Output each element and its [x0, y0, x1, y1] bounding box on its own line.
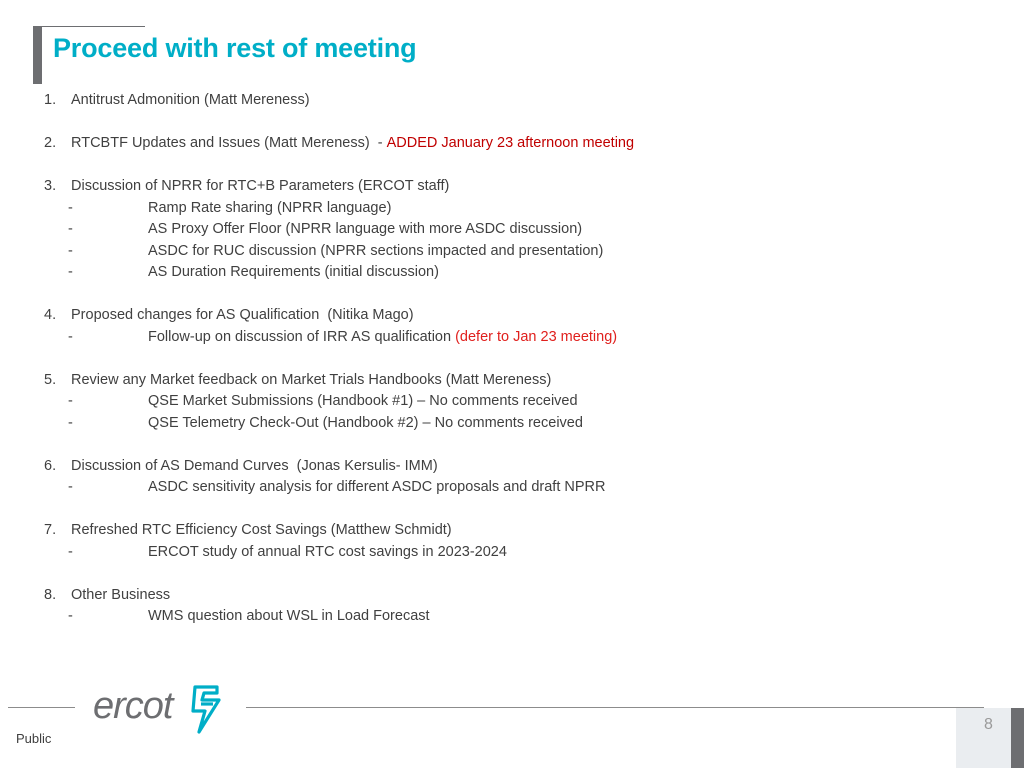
- agenda-item-4: [44, 305, 984, 327]
- agenda-number: 8.: [44, 586, 57, 603]
- sub-text: AS Duration Requirements (initial discussion): [148, 264, 439, 280]
- agenda-item-8: [44, 585, 984, 607]
- sub-dash: -: [68, 199, 73, 216]
- title-accent-bar: [33, 26, 42, 84]
- footer-divider-left: [8, 707, 75, 708]
- agenda-item-6: [44, 456, 984, 478]
- sub-item: [44, 327, 984, 349]
- sub-item: [44, 413, 984, 435]
- sub-text: WMS question about WSL in Load Forecast: [148, 608, 430, 624]
- agenda-item-3: [44, 176, 984, 198]
- agenda-text: Other Business: [71, 586, 171, 603]
- sub-text: AS Proxy Offer Floor (NPRR language with more ASDC discussion): [148, 221, 583, 237]
- agenda-item-1: [44, 90, 984, 112]
- agenda-number: 1.: [44, 92, 57, 108]
- sub-item: [44, 606, 984, 628]
- classification-label: Public: [16, 731, 52, 746]
- sub-dash: -: [68, 221, 73, 237]
- sub-item: [44, 241, 984, 263]
- sub-text: ASDC for RUC discussion (NPRR sections impacted and presentation): [148, 242, 604, 259]
- agenda-number: 2.: [44, 135, 57, 151]
- sub-dash: -: [68, 414, 73, 431]
- agenda-text: Discussion of AS Demand Curves (Jonas Kersulis- IMM): [71, 457, 438, 474]
- agenda-item-2: [44, 133, 984, 155]
- sub-dash: -: [68, 328, 73, 345]
- sub-dash: -: [68, 479, 73, 495]
- ercot-logo: [93, 684, 228, 734]
- sub-item: [44, 219, 984, 241]
- agenda-text: Discussion of NPRR for RTC+B Parameters (ERCOT staff): [71, 178, 450, 194]
- agenda-number: 5.: [44, 371, 57, 388]
- agenda-number: 4.: [44, 307, 57, 323]
- added-note: ADDED January 23 afternoon meeting: [386, 135, 635, 151]
- defer-note: (defer to Jan 23 meeting): [455, 328, 618, 345]
- footer-divider-right: [246, 707, 984, 708]
- sub-text: Ramp Rate sharing (NPRR language): [148, 199, 392, 216]
- sub-text: Follow-up on discussion of IRR AS qualification: [148, 328, 456, 345]
- page-number: 8: [984, 716, 993, 733]
- agenda-list: [44, 90, 984, 628]
- sub-text: ERCOT study of annual RTC cost savings in 2023-2024: [148, 543, 507, 560]
- lightning-bolt-icon: [187, 684, 227, 734]
- slide-title: Proceed with rest of meeting: [53, 33, 417, 63]
- agenda-number: 7.: [44, 522, 57, 538]
- sub-item: [44, 198, 984, 220]
- sub-text: QSE Telemetry Check-Out (Handbook #2) – No comments received: [148, 414, 583, 431]
- agenda-number: 6.: [44, 457, 57, 474]
- sub-item: [44, 391, 984, 413]
- sub-item: [44, 477, 984, 499]
- sub-dash: -: [68, 543, 73, 560]
- sub-dash: -: [68, 264, 73, 280]
- logo-wordmark: ercot: [93, 685, 173, 727]
- agenda-text: Proposed changes for AS Qualification (Nitika Mago): [71, 307, 414, 323]
- sub-dash: -: [68, 608, 73, 624]
- sub-item: [44, 262, 984, 284]
- sub-dash: -: [68, 393, 73, 409]
- agenda-text: Refreshed RTC Efficiency Cost Savings (Matthew Schmidt): [71, 522, 452, 538]
- agenda-text: Review any Market feedback on Market Trials Handbooks (Matt Mereness): [71, 371, 552, 388]
- page-number-box-edge: [1011, 708, 1024, 768]
- sub-text: ASDC sensitivity analysis for different ASDC proposals and draft NPRR: [148, 479, 606, 495]
- agenda-text: Antitrust Admonition (Matt Mereness): [71, 92, 310, 108]
- agenda-number: 3.: [44, 178, 57, 194]
- sub-item: [44, 542, 984, 564]
- agenda-item-7: [44, 520, 984, 542]
- sub-dash: -: [68, 242, 73, 259]
- agenda-text: RTCBTF Updates and Issues (Matt Mereness) -: [71, 135, 387, 151]
- title-accent-line: [33, 26, 145, 27]
- sub-text: QSE Market Submissions (Handbook #1) – No comments received: [148, 393, 578, 409]
- agenda-item-5: [44, 370, 984, 392]
